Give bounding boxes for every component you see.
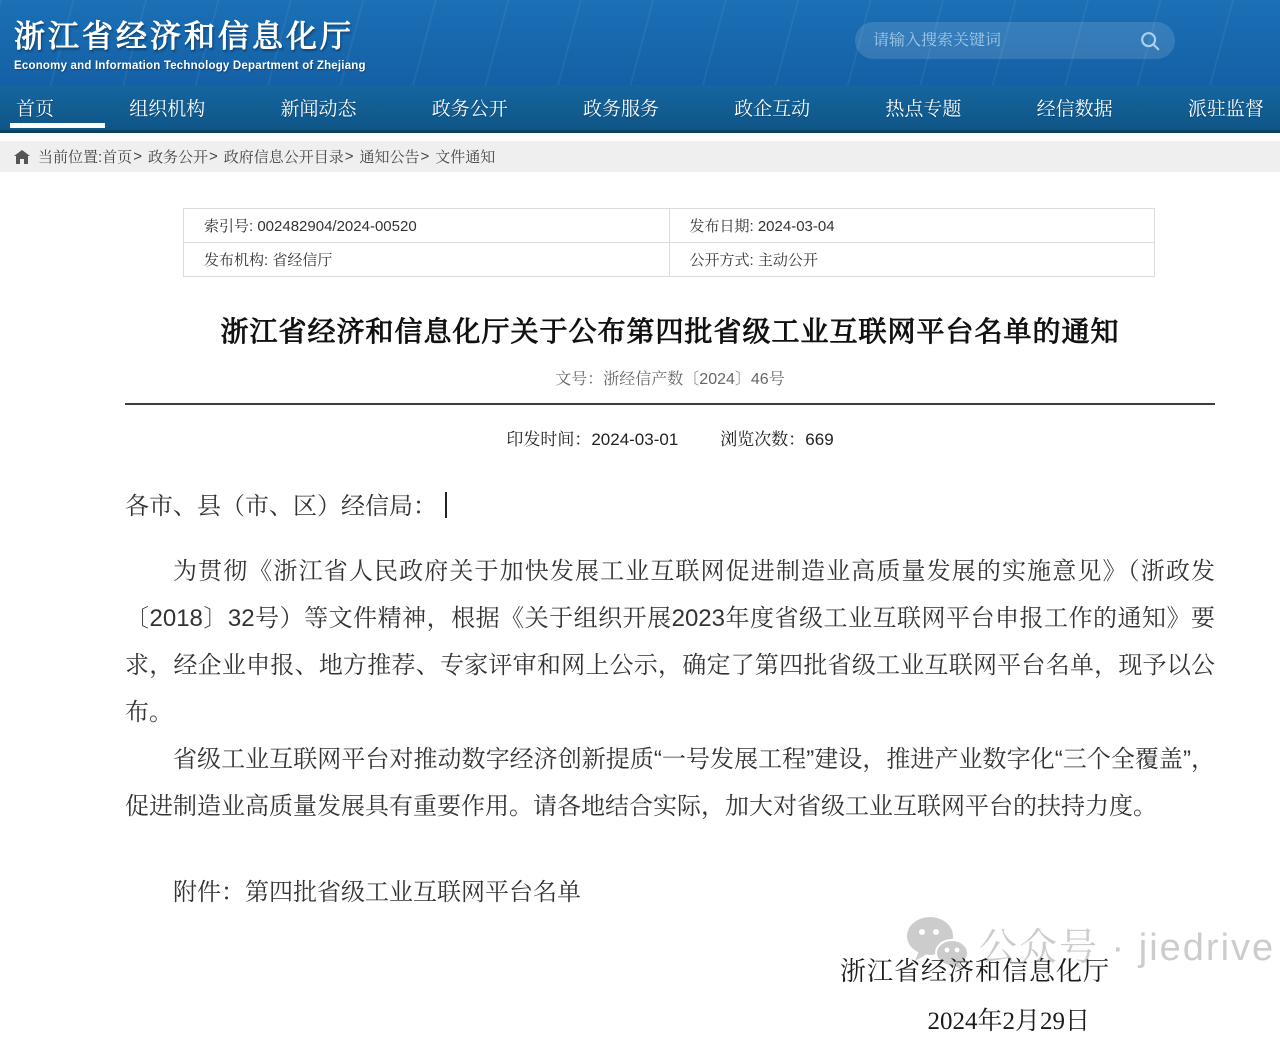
body-paragraph-1: 为贯彻《浙江省人民政府关于加快发展工业互联网促进制造业高质量发展的实施意见》（浙政发〔2018〕32号）等文件精神，根据《关于组织开展2023年度省级工业互联网平台申报工作的通知》要求，经企业申报、地方推荐、专家评审和网上公示，确定了第四批省级工业互联网平台名单，现予以公布。 bbox=[125, 558, 1215, 726]
views-count: 669 bbox=[805, 430, 834, 449]
nav-item-news[interactable]: 新闻动态 bbox=[280, 99, 357, 120]
nav-item-gov-services[interactable]: 政务服务 bbox=[582, 99, 659, 120]
nav-item-organization[interactable]: 组织机构 bbox=[129, 99, 206, 120]
home-icon bbox=[14, 150, 30, 164]
nav-item-hot-topics[interactable]: 热点专题 bbox=[885, 99, 962, 120]
nav-item-data[interactable]: 经信数据 bbox=[1036, 99, 1113, 120]
search-box[interactable] bbox=[855, 22, 1175, 59]
breadcrumb-item-gov-disclosure[interactable]: 政务公开 bbox=[147, 149, 208, 166]
title-divider bbox=[125, 403, 1215, 405]
page-title: 浙江省经济和信息化厅关于公布第四批省级工业互联网平台名单的通知 bbox=[220, 316, 1120, 347]
attachment-line bbox=[125, 872, 1215, 907]
doc-number-label: 文号： bbox=[555, 371, 604, 388]
doc-number-line bbox=[125, 366, 1215, 389]
nav-item-gov-interaction[interactable]: 政企互动 bbox=[734, 99, 811, 120]
breadcrumb-item-home[interactable]: 首页 bbox=[102, 149, 133, 166]
attachment-link[interactable]: 第四批省级工业互联网平台名单 bbox=[245, 879, 581, 906]
watermark-text: 公众号 · jiedrive bbox=[979, 926, 1276, 969]
doc-openmode-label: 公开方式: bbox=[689, 252, 754, 269]
text-cursor bbox=[445, 492, 447, 518]
nav-item-gov-disclosure[interactable]: 政务公开 bbox=[431, 99, 508, 120]
breadcrumb-separator: > bbox=[133, 148, 142, 165]
salutation-line bbox=[125, 490, 1215, 524]
search-icon[interactable] bbox=[1139, 30, 1161, 52]
breadcrumb-separator: > bbox=[344, 148, 354, 165]
breadcrumb-item-file-notice[interactable]: 文件通知 bbox=[435, 149, 496, 166]
table-row bbox=[184, 209, 1155, 243]
site-header bbox=[0, 0, 1280, 85]
doc-index-value: 002482904/2024-00520 bbox=[257, 218, 417, 235]
breadcrumb-separator: > bbox=[420, 148, 430, 165]
doc-agency-label: 发布机构: bbox=[204, 252, 269, 269]
article-meta bbox=[125, 425, 1215, 450]
body-paragraph-2: 省级工业互联网平台对推动数字经济创新提质“一号发展工程”建设，推进产业数字化“三个全覆盖”，促进制造业高质量发展具有重要作用。请各地结合实际，加大对省级工业互联网平台的扶持力度。 bbox=[125, 746, 1215, 820]
search-input[interactable] bbox=[873, 32, 1139, 50]
salutation-text: 各市、县（市、区）经信局： bbox=[125, 493, 437, 520]
doc-pubdate-value: 2024-03-04 bbox=[757, 218, 835, 235]
doc-openmode-cell bbox=[669, 243, 1155, 277]
table-row bbox=[184, 243, 1155, 277]
breadcrumb-prefix: 当前位置: bbox=[38, 149, 103, 166]
site-subtitle: Economy and Information Technology Department of Zhejiang bbox=[14, 60, 366, 72]
breadcrumb bbox=[0, 141, 1280, 172]
signature-date: 2024年2月29日 bbox=[927, 1008, 1090, 1035]
main-nav bbox=[0, 85, 1280, 133]
doc-pubdate-cell bbox=[669, 209, 1155, 243]
nav-item-supervision[interactable]: 派驻监督 bbox=[1187, 99, 1264, 120]
breadcrumb-item-notices[interactable]: 通知公告 bbox=[359, 149, 420, 166]
doc-index-label: 索引号: bbox=[204, 218, 254, 235]
site-logo bbox=[14, 11, 366, 72]
doc-agency-cell bbox=[184, 243, 670, 277]
doc-index-cell bbox=[184, 209, 670, 243]
attachment-label: 附件： bbox=[173, 879, 245, 906]
site-title: 浙江省经济和信息化厅 bbox=[14, 19, 354, 54]
doc-info-table bbox=[183, 208, 1155, 277]
doc-number-value: 浙经信产数〔2024〕46号 bbox=[603, 371, 785, 388]
doc-pubdate-label: 发布日期: bbox=[689, 218, 754, 235]
nav-item-home[interactable]: 首页 bbox=[14, 85, 56, 130]
doc-agency-value: 省经信厅 bbox=[272, 252, 333, 269]
breadcrumb-item-info-catalog[interactable]: 政府信息公开目录 bbox=[223, 149, 344, 166]
print-time-label: 印发时间： bbox=[506, 430, 592, 449]
article-page bbox=[0, 208, 1215, 1037]
article-body bbox=[125, 490, 1215, 907]
doc-openmode-value: 主动公开 bbox=[757, 252, 818, 269]
print-time-value: 2024-03-01 bbox=[591, 430, 679, 449]
signature-block bbox=[125, 951, 1215, 1037]
signature-organization: 浙江省经济和信息化厅 bbox=[839, 957, 1110, 986]
views-label: 浏览次数： bbox=[720, 430, 806, 449]
breadcrumb-separator: > bbox=[208, 148, 218, 165]
